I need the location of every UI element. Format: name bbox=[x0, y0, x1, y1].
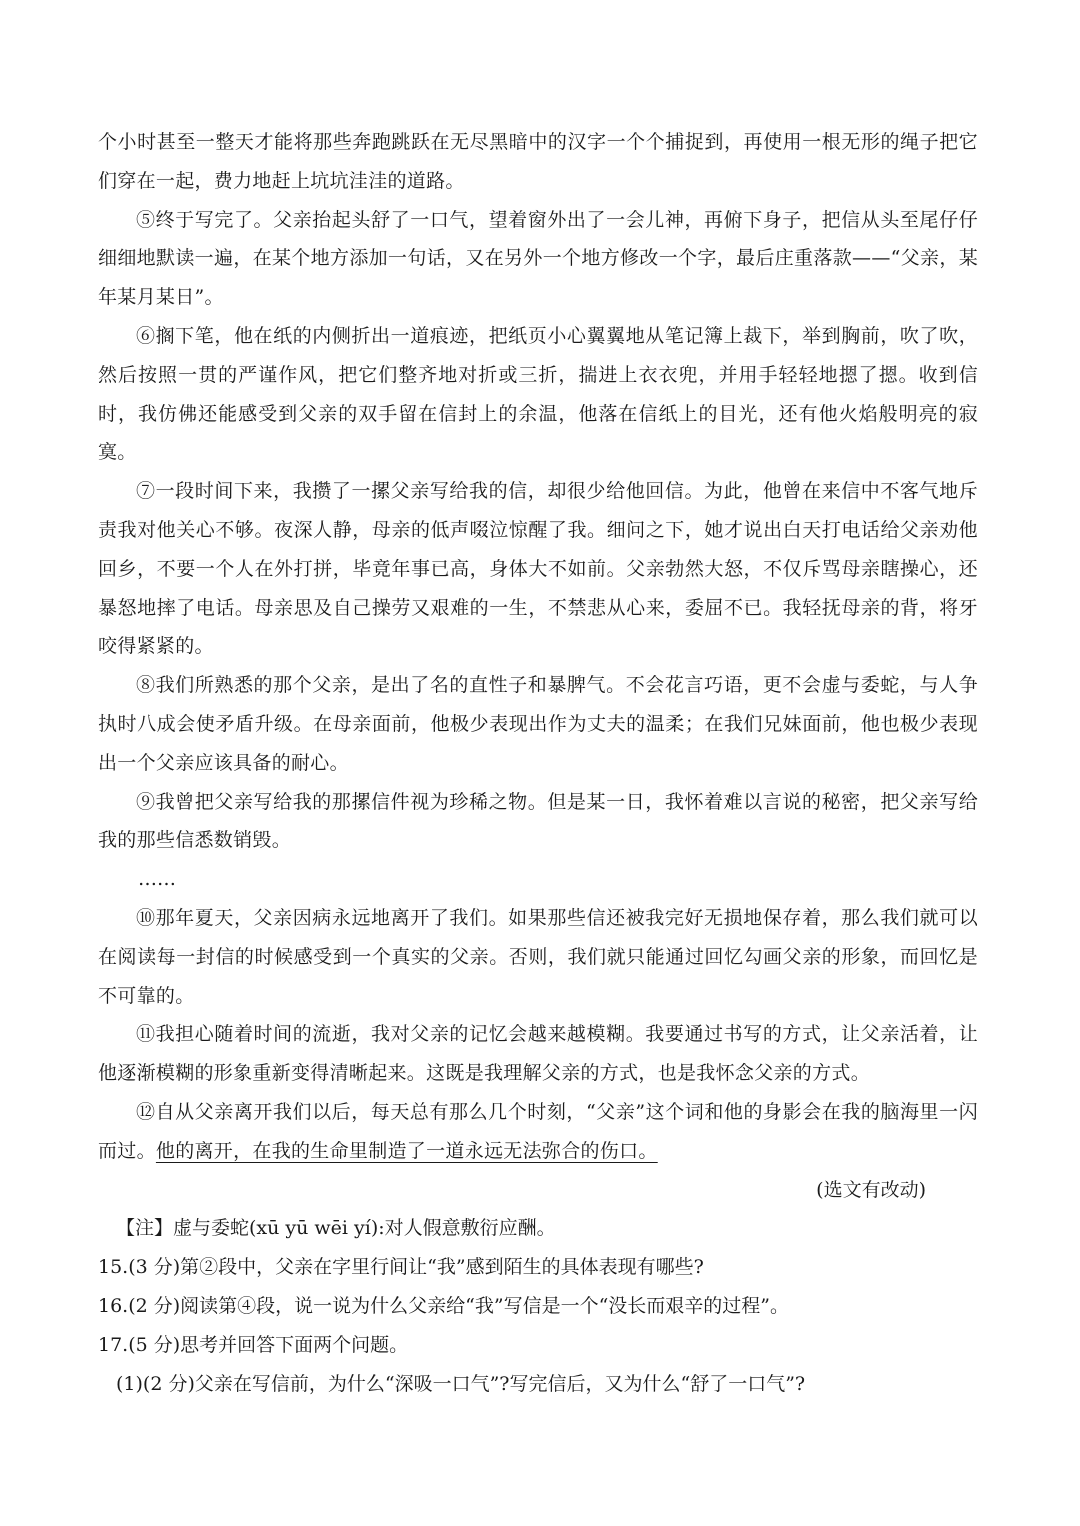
paragraph-12 bbox=[98, 1093, 978, 1171]
paragraph-8: ⑧我们所熟悉的那个父亲，是出了名的直性子和暴脾气。不会花言巧语，更不会虚与委蛇，与人争执时八成会使矛盾升级。在母亲面前，他极少表现出作为丈夫的温柔；在我们兄妹面前，他也极少表现出一个父亲应该具备的耐心。 bbox=[98, 674, 978, 774]
question-17-1: (1)(2 分)父亲在写信前，为什么“深吸一口气”?写完信后，又为什么“舒了一口气”? bbox=[116, 1372, 806, 1395]
paragraph-continuation: 个小时甚至一整天才能将那些奔跑跳跃在无尽黑暗中的汉字一个个捕捉到，再使用一根无形的绳子把它们穿在一起，费力地赶上坑坑洼洼的道路。 bbox=[98, 131, 978, 192]
underlined-sentence: 他的离开，在我的生命里制造了一道永远无法弥合的伤口。 bbox=[155, 1139, 658, 1162]
paragraph-6: ⑥搁下笔，他在纸的内侧折出一道痕迹，把纸页小心翼翼地从笔记簿上裁下，举到胸前，吹了吹，然后按照一贯的严谨作风，把它们整齐地对折或三折，揣进上衣衣兜，并用手轻轻地摁了摁。收到信时，我仿佛还能感受到父亲的双手留在信封上的余温，他落在信纸上的目光，还有他火焰般明亮的寂寞。 bbox=[98, 324, 978, 464]
question-17: 17.(5 分)思考并回答下面两个问题。 bbox=[98, 1333, 409, 1356]
paragraph-7: ⑦一段时间下来，我攒了一摞父亲写给我的信，却很少给他回信。为此，他曾在来信中不客气地斥责我对他关心不够。夜深人静，母亲的低声啜泣惊醒了我。细问之下，她才说出白天打电话给父亲劝他回乡，不要一个人在外打拼，毕竟年事已高，身体大不如前。父亲勃然大怒，不仅斥骂母亲瞎操心，还暴怒地摔了电话。母亲思及自己操劳又艰难的一生，不禁悲从心来，委屈不已。我轻抚母亲的背，将牙咬得紧紧的。 bbox=[98, 480, 978, 658]
reading-passage bbox=[98, 123, 978, 1403]
paragraph-9: ⑨我曾把父亲写给我的那摞信件视为珍稀之物。但是某一日，我怀着难以言说的秘密，把父亲写给我的那些信悉数销毁。 bbox=[98, 790, 978, 852]
annotation-note: 【注】虚与委蛇(xū yū wēi yí):对人假意敷衍应酬。 bbox=[116, 1217, 556, 1240]
paragraph-5: ⑤终于写完了。父亲抬起头舒了一口气，望着窗外出了一会儿神，再俯下身子，把信从头至尾仔仔细细地默读一遍，在某个地方添加一句话，又在另外一个地方修改一个字，最后庄重落款——“父亲，某年某月某日”。 bbox=[98, 208, 978, 309]
question-15: 15.(3 分)第②段中，父亲在字里行间让“我”感到陌生的具体表现有哪些? bbox=[98, 1256, 704, 1279]
paragraph-12-text: ⑫自从父亲离开我们以后，每天总有那么几个时刻，“父亲”这个词和他的身影会在我的脑海里一闪而过。 bbox=[98, 1100, 978, 1162]
source-note: (选文有改动) bbox=[816, 1178, 926, 1201]
paragraph-11: ⑪我担心随着时间的流逝，我对父亲的记忆会越来越模糊。我要通过书写的方式，让父亲活着，让他逐渐模糊的形象重新变得清晰起来。这既是我理解父亲的方式，也是我怀念父亲的方式。 bbox=[98, 1023, 978, 1085]
omission-ellipsis: …… bbox=[138, 868, 176, 891]
question-16: 16.(2 分)阅读第④段，说一说为什么父亲给“我”写信是一个“没长而艰辛的过程”。 bbox=[98, 1294, 790, 1317]
paragraph-10: ⑩那年夏天，父亲因病永远地离开了我们。如果那些信还被我完好无损地保存着，那么我们就可以在阅读每一封信的时候感受到一个真实的父亲。否则，我们就只能通过回忆勾画父亲的形象，而回忆是不可靠的。 bbox=[98, 906, 978, 1007]
